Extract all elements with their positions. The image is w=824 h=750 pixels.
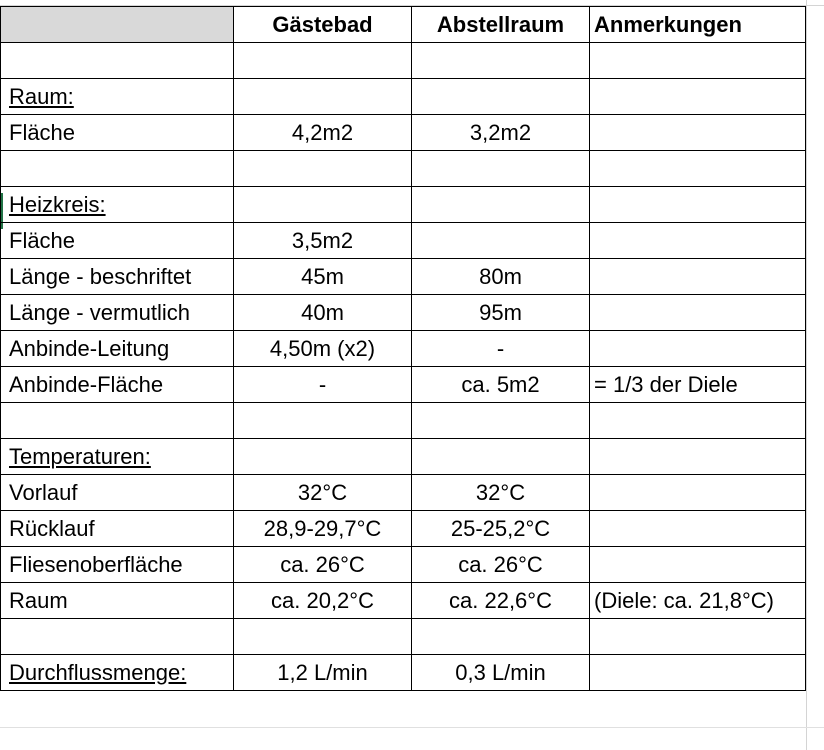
gaestebad-cell[interactable] bbox=[234, 403, 412, 439]
row-label-cell[interactable] bbox=[1, 475, 234, 511]
anmerkungen-cell-text: (Diele: ca. 21,8°C) bbox=[594, 587, 774, 613]
table-row bbox=[1, 619, 806, 655]
table-row bbox=[1, 187, 806, 223]
abstellraum-cell[interactable] bbox=[412, 223, 590, 259]
abstellraum-cell[interactable] bbox=[412, 43, 590, 79]
row-label-cell-text: Fläche bbox=[9, 119, 76, 145]
gaestebad-cell[interactable] bbox=[234, 655, 412, 691]
anmerkungen-cell[interactable] bbox=[590, 295, 806, 331]
row-label-cell-text: Rücklauf bbox=[9, 515, 95, 541]
row-label-cell-text: Länge - beschriftet bbox=[9, 263, 192, 289]
table-row bbox=[1, 655, 806, 691]
anmerkungen-cell[interactable] bbox=[590, 439, 806, 475]
row-label-cell-text: Anbinde-Leitung bbox=[9, 335, 170, 361]
gridline-bottom bbox=[0, 727, 824, 728]
row-label-cell-text: Temperaturen: bbox=[9, 443, 151, 469]
abstellraum-cell[interactable] bbox=[412, 331, 590, 367]
data-table bbox=[0, 6, 806, 691]
abstellraum-cell-text: ca. 26°C bbox=[458, 551, 543, 577]
table-row bbox=[1, 259, 806, 295]
table-row bbox=[1, 79, 806, 115]
row-label-cell[interactable] bbox=[1, 115, 234, 151]
row-label-cell[interactable] bbox=[1, 547, 234, 583]
anmerkungen-cell[interactable] bbox=[590, 655, 806, 691]
row-label-cell-text: Länge - vermutlich bbox=[9, 299, 190, 325]
gaestebad-cell[interactable] bbox=[234, 79, 412, 115]
row-label-cell-text: Heizkreis: bbox=[9, 191, 106, 217]
gaestebad-cell[interactable] bbox=[234, 439, 412, 475]
abstellraum-cell-text: 0,3 L/min bbox=[455, 659, 546, 685]
table-row bbox=[1, 403, 806, 439]
abstellraum-cell-text: 95m bbox=[479, 299, 522, 325]
row-label-cell[interactable] bbox=[1, 511, 234, 547]
row-label-cell[interactable] bbox=[1, 619, 234, 655]
abstellraum-cell[interactable] bbox=[412, 259, 590, 295]
gaestebad-cell-text: ca. 20,2°C bbox=[271, 587, 374, 613]
row-label-cell-text: Fläche bbox=[9, 227, 76, 253]
table-row bbox=[1, 511, 806, 547]
row-label-cell[interactable] bbox=[1, 583, 234, 619]
row-label-cell-text: Raum bbox=[9, 587, 68, 613]
abstellraum-cell-text: ca. 5m2 bbox=[461, 371, 540, 397]
gaestebad-cell[interactable] bbox=[234, 295, 412, 331]
abstellraum-cell[interactable] bbox=[412, 115, 590, 151]
abstellraum-cell[interactable] bbox=[412, 475, 590, 511]
table-row bbox=[1, 583, 806, 619]
row-label-cell[interactable] bbox=[1, 439, 234, 475]
anmerkungen-cell[interactable] bbox=[590, 43, 806, 79]
gaestebad-cell-text: ca. 26°C bbox=[280, 551, 365, 577]
gaestebad-cell-text: 28,9-29,7°C bbox=[263, 515, 382, 541]
abstellraum-cell[interactable] bbox=[412, 403, 590, 439]
row-label-cell-text: Durchflussmenge: bbox=[9, 659, 187, 685]
header-cell-gaestebad[interactable]: Gästebad bbox=[234, 7, 412, 43]
abstellraum-cell-text: - bbox=[496, 335, 505, 361]
abstellraum-cell[interactable] bbox=[412, 511, 590, 547]
abstellraum-cell-text: ca. 22,6°C bbox=[449, 587, 552, 613]
gaestebad-cell[interactable] bbox=[234, 43, 412, 79]
row-label-cell[interactable] bbox=[1, 151, 234, 187]
row-label-cell[interactable] bbox=[1, 79, 234, 115]
abstellraum-cell[interactable] bbox=[412, 295, 590, 331]
abstellraum-cell-text: 25-25,2°C bbox=[450, 515, 551, 541]
anmerkungen-cell[interactable] bbox=[590, 115, 806, 151]
gaestebad-cell-text: 4,50m (x2) bbox=[269, 335, 376, 361]
gaestebad-cell[interactable] bbox=[234, 259, 412, 295]
table-row bbox=[1, 367, 806, 403]
abstellraum-cell-text: 32°C bbox=[475, 479, 526, 505]
header-cell-empty[interactable] bbox=[1, 7, 234, 43]
gaestebad-cell[interactable] bbox=[234, 187, 412, 223]
anmerkungen-cell[interactable] bbox=[590, 367, 806, 403]
row-label-cell-text: Fliesenoberfläche bbox=[9, 551, 183, 577]
abstellraum-cell[interactable] bbox=[412, 619, 590, 655]
anmerkungen-cell[interactable] bbox=[590, 223, 806, 259]
row-label-cell-text: Vorlauf bbox=[9, 479, 78, 505]
abstellraum-cell[interactable] bbox=[412, 151, 590, 187]
abstellraum-cell[interactable] bbox=[412, 655, 590, 691]
abstellraum-cell-text: 3,2m2 bbox=[469, 119, 532, 145]
gaestebad-cell-text: 1,2 L/min bbox=[277, 659, 368, 685]
row-label-cell-text: Anbinde-Fläche bbox=[9, 371, 164, 397]
anmerkungen-cell[interactable] bbox=[590, 547, 806, 583]
abstellraum-cell[interactable] bbox=[412, 79, 590, 115]
table-row bbox=[1, 43, 806, 79]
gaestebad-cell-text: 45m bbox=[301, 263, 344, 289]
anmerkungen-cell[interactable] bbox=[590, 511, 806, 547]
anmerkungen-cell[interactable] bbox=[590, 619, 806, 655]
abstellraum-cell[interactable] bbox=[412, 187, 590, 223]
anmerkungen-cell[interactable] bbox=[590, 151, 806, 187]
gaestebad-cell-text: 32°C bbox=[297, 479, 348, 505]
gaestebad-cell[interactable] bbox=[234, 547, 412, 583]
gaestebad-cell[interactable] bbox=[234, 115, 412, 151]
abstellraum-cell[interactable] bbox=[412, 547, 590, 583]
row-label-cell[interactable] bbox=[1, 223, 234, 259]
row-label-cell[interactable] bbox=[1, 655, 234, 691]
gaestebad-cell[interactable] bbox=[234, 619, 412, 655]
abstellraum-cell[interactable] bbox=[412, 367, 590, 403]
table-row bbox=[1, 151, 806, 187]
gaestebad-cell[interactable] bbox=[234, 583, 412, 619]
row-label-cell[interactable] bbox=[1, 295, 234, 331]
gaestebad-cell-text: 3,5m2 bbox=[291, 227, 354, 253]
abstellraum-cell-text: 80m bbox=[479, 263, 522, 289]
gaestebad-cell[interactable] bbox=[234, 367, 412, 403]
table-row bbox=[1, 223, 806, 259]
table-row bbox=[1, 475, 806, 511]
anmerkungen-cell[interactable] bbox=[590, 403, 806, 439]
anmerkungen-cell[interactable] bbox=[590, 331, 806, 367]
gaestebad-cell[interactable] bbox=[234, 151, 412, 187]
gaestebad-cell[interactable] bbox=[234, 511, 412, 547]
gaestebad-cell[interactable] bbox=[234, 223, 412, 259]
row-label-cell[interactable] bbox=[1, 403, 234, 439]
gaestebad-cell-text: 40m bbox=[301, 299, 344, 325]
header-cell-abstellraum[interactable]: Abstellraum bbox=[412, 7, 590, 43]
table-row bbox=[1, 295, 806, 331]
anmerkungen-cell[interactable] bbox=[590, 475, 806, 511]
row-label-cell-text: Raum: bbox=[9, 83, 74, 109]
gridline-right bbox=[806, 0, 807, 750]
abstellraum-cell[interactable] bbox=[412, 439, 590, 475]
gaestebad-cell[interactable] bbox=[234, 331, 412, 367]
table-row bbox=[1, 115, 806, 151]
row-label-cell[interactable] bbox=[1, 259, 234, 295]
anmerkungen-cell[interactable] bbox=[590, 583, 806, 619]
gaestebad-cell-text: - bbox=[318, 371, 327, 397]
row-label-cell[interactable] bbox=[1, 367, 234, 403]
anmerkungen-cell[interactable] bbox=[590, 259, 806, 295]
header-cell-anmerkungen[interactable]: Anmerkungen bbox=[590, 7, 806, 43]
anmerkungen-cell[interactable] bbox=[590, 187, 806, 223]
table-row bbox=[1, 439, 806, 475]
table-row bbox=[1, 547, 806, 583]
gaestebad-cell-text: 4,2m2 bbox=[291, 119, 354, 145]
table-body bbox=[1, 7, 806, 691]
row-label-cell[interactable] bbox=[1, 331, 234, 367]
row-label-cell[interactable] bbox=[1, 187, 234, 223]
header-row bbox=[1, 7, 806, 43]
row-label-cell[interactable] bbox=[1, 43, 234, 79]
table-row bbox=[1, 331, 806, 367]
anmerkungen-cell-text: = 1/3 der Diele bbox=[594, 371, 738, 397]
anmerkungen-cell[interactable] bbox=[590, 79, 806, 115]
abstellraum-cell[interactable] bbox=[412, 583, 590, 619]
gaestebad-cell[interactable] bbox=[234, 475, 412, 511]
